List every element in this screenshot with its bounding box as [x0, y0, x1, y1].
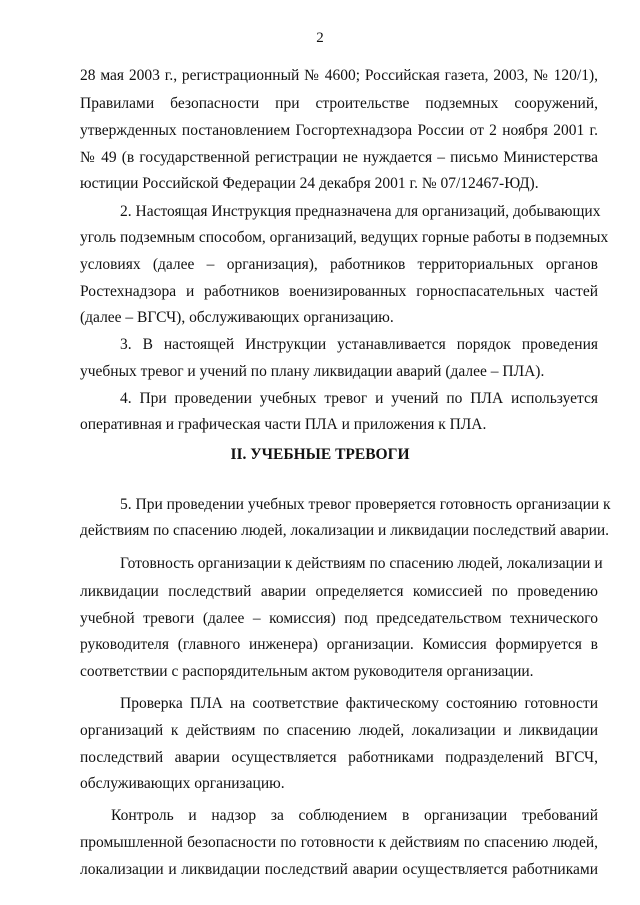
text-line: обслуживающих организацию. [80, 775, 285, 792]
text-line: Правилами безопасности при строительстве подземных сооружений, [80, 95, 598, 112]
text-line: 3. В настоящей Инструкции устанавливается порядок проведения [120, 336, 598, 353]
text-line: организаций к действиям по спасению людей, локализации и ликвидации [80, 722, 598, 739]
text-line: ликвидации последствий аварии определяется комиссией по проведению [80, 583, 598, 600]
text-line: 2. Настоящая Инструкция предназначена для организаций, добывающих [120, 203, 601, 220]
text-line: локализации и ликвидации последствий аварии осуществляется работниками [80, 861, 598, 878]
text-line: Готовность организации к действиям по спасению людей, локализации и [120, 555, 603, 572]
text-line: (далее – ВГСЧ), обслуживающих организацию. [80, 309, 394, 326]
text-line: 28 мая 2003 г., регистрационный № 4600; Российская газета, 2003, № 120/1), [80, 67, 598, 84]
text-line: промышленной безопасности по готовности к действиям по спасению людей, [80, 834, 598, 851]
page-number: 2 [316, 30, 324, 46]
text-line: руководителя (главного инженера) организации. Комиссия формируется в [80, 636, 598, 653]
text-line: юстиции Российской Федерации 24 декабря 2001 г. № 07/12467-ЮД). [80, 175, 539, 192]
text-line: 5. При проведении учебных тревог проверяется готовность организации к [120, 496, 611, 513]
text-line: № 49 (в государственной регистрации не нуждается – письмо Министерства [80, 149, 598, 166]
text-line: последствий аварии осуществляется работниками подразделений ВГСЧ, [80, 749, 598, 766]
text-line: соответствии с распорядительным актом руководителя организации. [80, 663, 534, 680]
text-line: 4. При проведении учебных тревог и учений по ПЛА используется [120, 390, 598, 407]
text-line: уголь подземным способом, организаций, ведущих горные работы в подземных [80, 229, 609, 246]
section-heading: II. УЧЕБНЫЕ ТРЕВОГИ [230, 446, 410, 463]
text-line: учебных тревог и учений по плану ликвидации аварий (далее – ПЛА). [80, 363, 545, 380]
text-line: Контроль и надзор за соблюдением в организации требований [111, 807, 598, 824]
text-line: утвержденных постановлением Госгортехнадзора России от 2 ноября 2001 г. [80, 122, 598, 139]
text-line: действиям по спасению людей, локализации и ликвидации последствий аварии. [80, 522, 610, 539]
text-line: Проверка ПЛА на соответствие фактическому состоянию готовности [120, 695, 598, 712]
text-line: учебной тревоги (далее – комиссия) под председательством технического [80, 610, 598, 627]
text-line: оперативная и графическая части ПЛА и приложения к ПЛА. [80, 416, 487, 433]
text-line: условиях (далее – организация), работников территориальных органов [80, 256, 598, 273]
text-line: Ростехнадзора и работников военизированных горноспасательных частей [80, 283, 598, 300]
